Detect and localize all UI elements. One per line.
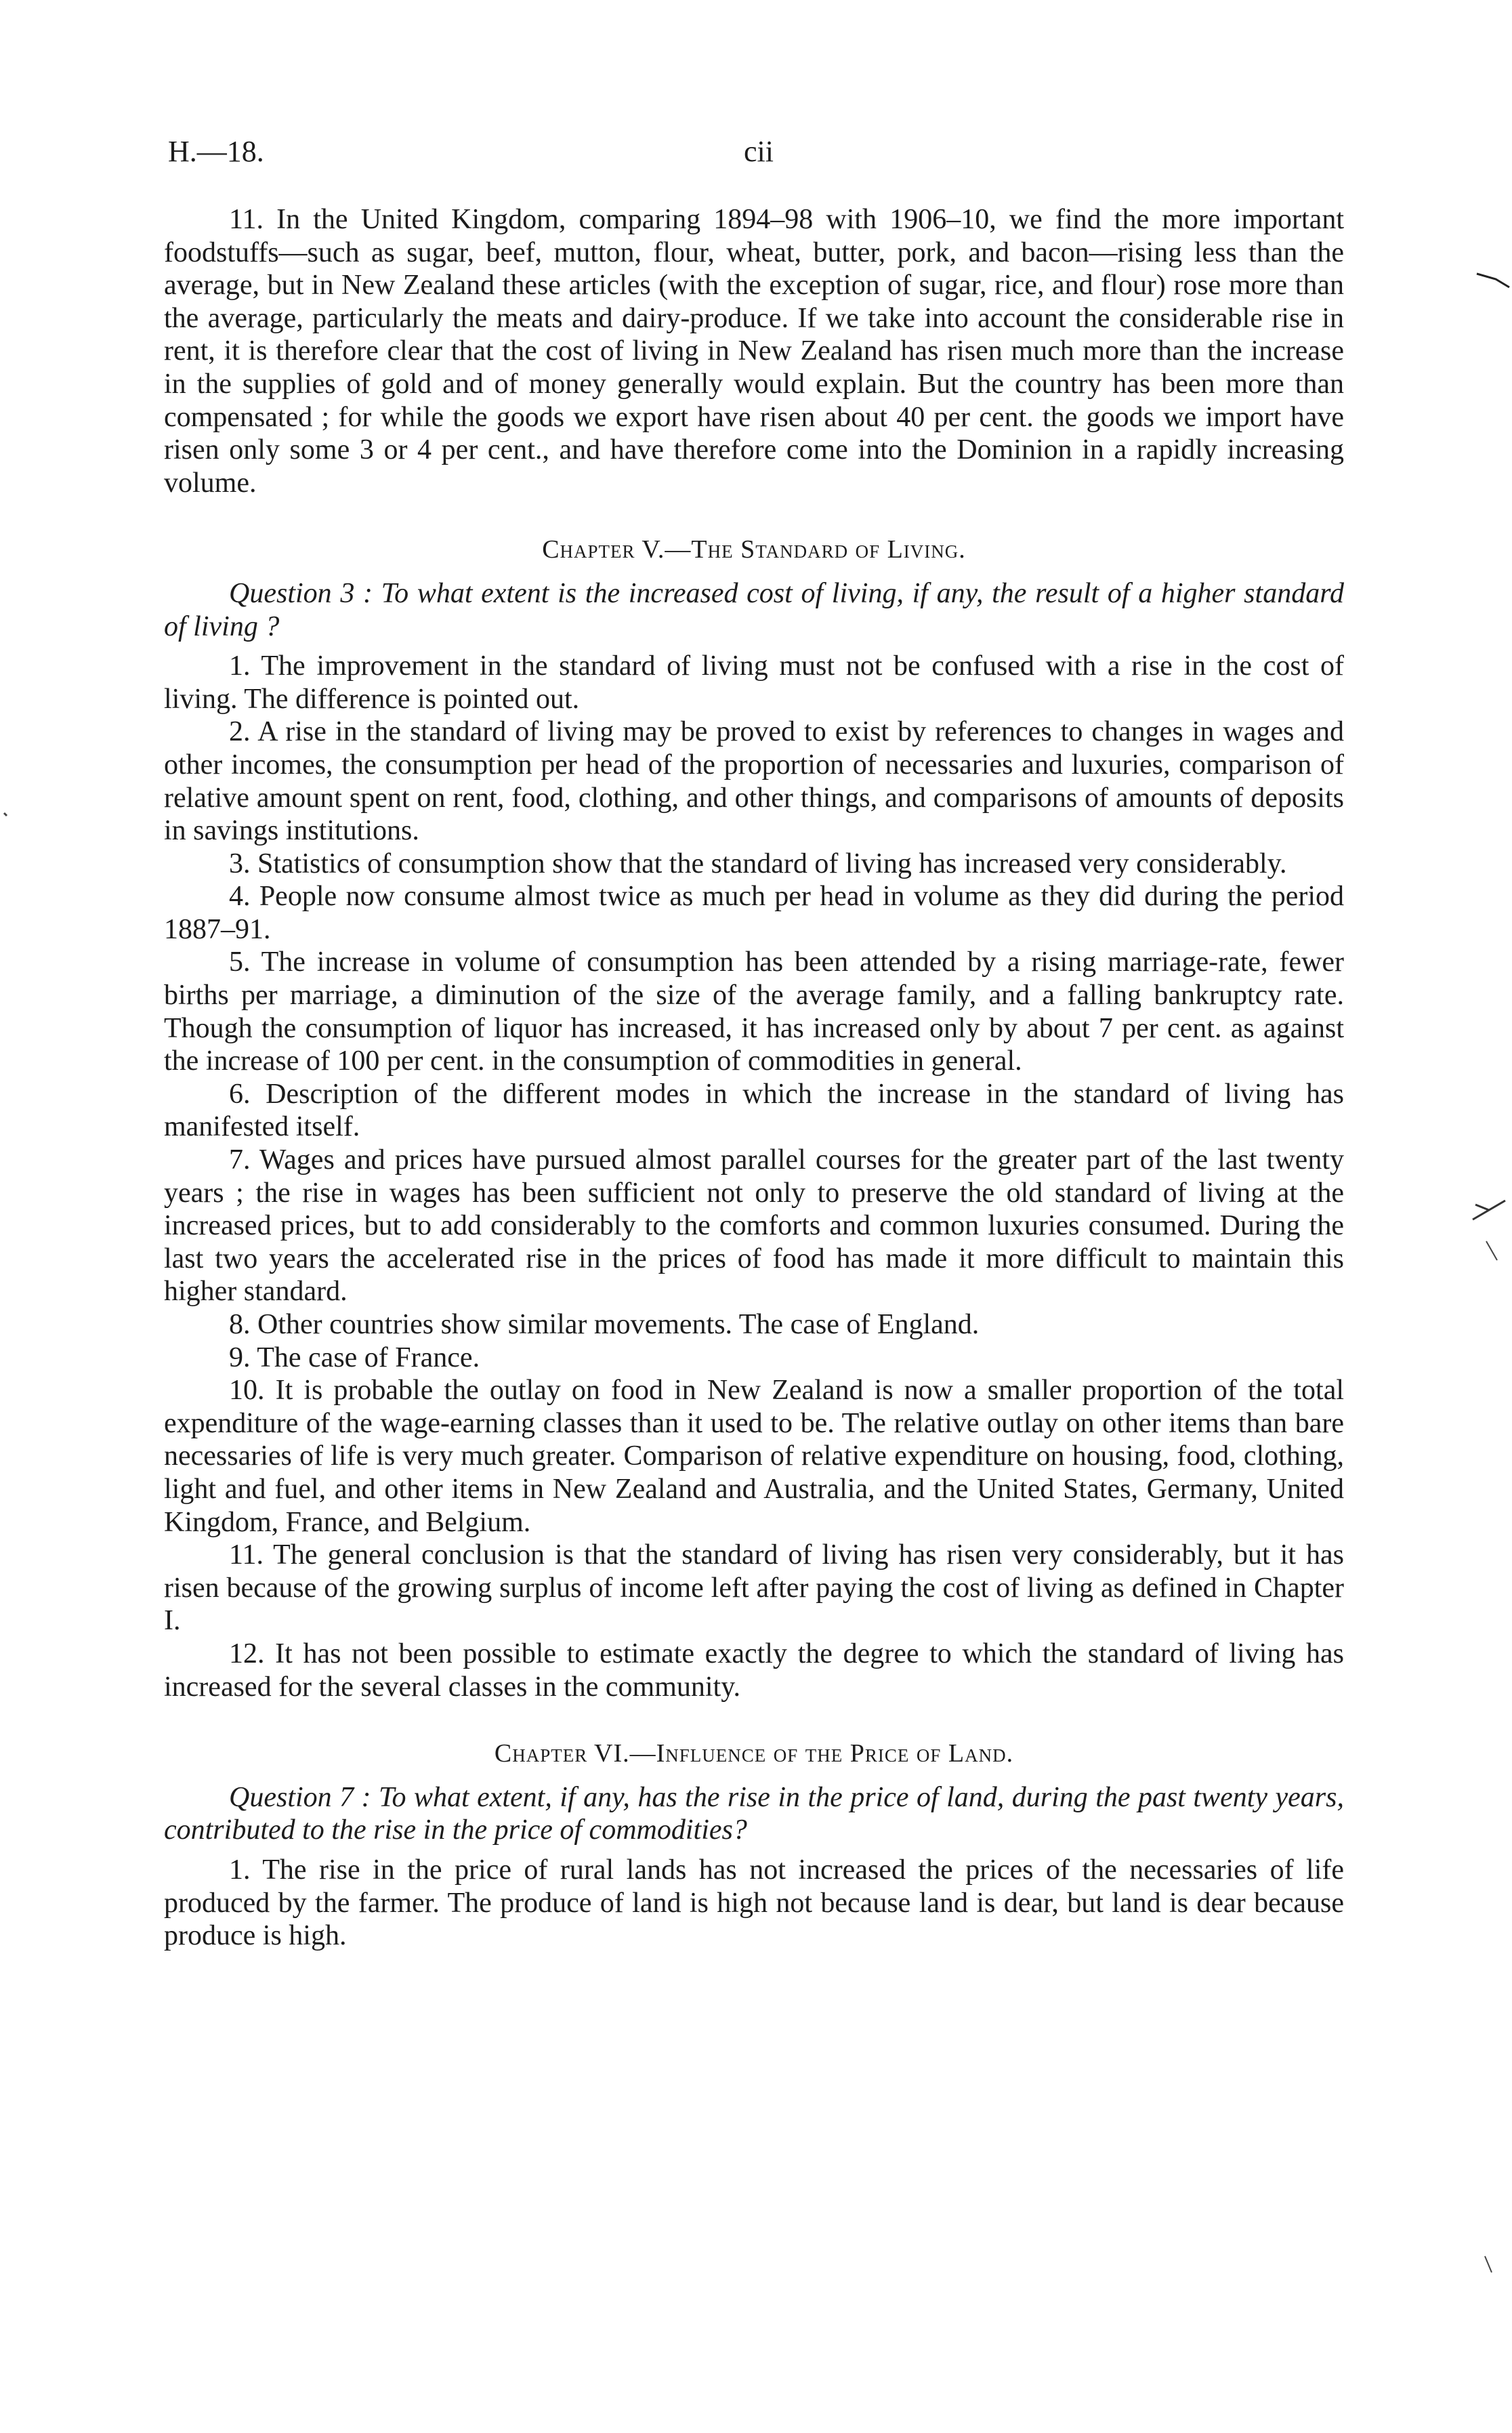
body-text <box>164 203 1344 1953</box>
chapter-5-paragraph: 11. The general conclusion is that the standard of living has risen very considerably, but it has risen because of the growing surplus of income left after paying the cost of living as defined in Chapter I. <box>164 1539 1344 1637</box>
question-label: Question 3 : <box>229 577 373 609</box>
chapter-5-paragraph: 1. The improvement in the standard of living must not be confused with a rise in the cost of living. The difference is pointed out. <box>164 650 1344 715</box>
page-number: cii <box>744 135 774 168</box>
chapter-5-paragraph: 5. The increase in volume of consumption has been attended by a rising marriage-rate, fewer births per marriage, a diminution of the size of the average family, and a falling bankruptcy rate. Though the consumption of liquor has increased, it has increased only by about 7 per cent. as against the increase of 100 per cent. in the consumption of commodities in general. <box>164 947 1344 1077</box>
chapter-6-heading: Chapter VI.—Influence of the Price of Land. <box>494 1739 1014 1768</box>
chapter-5-paragraph: 8. Other countries show similar movements. The case of England. <box>229 1309 980 1340</box>
chapter-6-paragraph: 1. The rise in the price of rural lands has not increased the prices of the necessaries of life produced by the farmer. The produce of land is high not because land is dear, but land is dear because produce is high. <box>164 1854 1344 1952</box>
margin-mark <box>1473 1201 1505 1220</box>
margin-mark <box>4 813 7 816</box>
chapter-5-paragraph: 7. Wages and prices have pursued almost parallel courses for the greater part of the last twenty years ; the rise in wages has been sufficient not only to preserve the old standard of living at the increased prices, but to add considerably to the comforts and common luxuries consumed. During the last two years the accelerated rise in the prices of food has made it more difficult to maintain this higher standard. <box>164 1144 1344 1308</box>
intro-paragraph: 11. In the United Kingdom, comparing 1894–98 with 1906–10, we find the more important foodstuffs—such as sugar, beef, mutton, flour, wheat, butter, pork, and bacon—rising less than the average, but in New Zealand these articles (with the exception of sugar, rice, and flour) rose more than the average, particularly the meats and dairy-produce. If we take into account the considerable rise in rent, it is therefore clear that the cost of living in New Zealand has risen much more than the increase in the supplies of gold and of money generally would explain. But the country has been more than compensated ; for while the goods we export have risen about 40 per cent. the goods we import have risen only some 3 or 4 per cent., and have therefore come into the Dominion in a rapidly increasing volume. <box>164 204 1344 499</box>
chapter-5-paragraph: 3. Statistics of consumption show that the standard of living has increased very considerably. <box>229 848 1287 879</box>
chapter-5-paragraph: 6. Description of the different modes in which the increase in the standard of living has manifested itself. <box>164 1078 1344 1143</box>
chapter-5-paragraph: 12. It has not been possible to estimate exactly the degree to which the standard of living has increased for the several classes in the community. <box>164 1638 1344 1703</box>
chapter-5-heading: Chapter V.—The Standard of Living. <box>542 535 966 564</box>
question-text: To what extent is the increased cost of living, if any, the result of a higher standard of living ? <box>164 577 1344 642</box>
chapter-5-paragraph: 4. People now consume almost twice as much per head in volume as they did during the period 1887–91. <box>164 881 1344 945</box>
margin-mark <box>1485 2256 1492 2272</box>
question-label: Question 7 : <box>229 1781 371 1813</box>
chapter-5-paragraph: 2. A rise in the standard of living may be proved to exist by references to changes in wages and other incomes, the consumption per head of the proportion of necessaries and luxuries, comparison of relative amount spent on rent, food, clothing, and other things, and comparisons of amounts of deposits in savings institutions. <box>164 716 1344 847</box>
chapter-5-paragraph: 10. It is probable the outlay on food in New Zealand is now a smaller proportion of the total expenditure of the wage-earning classes than it used to be. The relative outlay on other items than bare necessaries of life is very much greater. Comparison of relative expenditure on housing, food, clothing, light and fuel, and other items in New Zealand and Australia, and the United States, Germany, United Kingdom, France, and Belgium. <box>164 1375 1344 1538</box>
chapter-5-paragraph: 9. The case of France. <box>229 1342 480 1373</box>
chapter-5-question <box>164 577 1344 643</box>
chapter-6-question <box>164 1781 1344 1847</box>
margin-mark <box>1477 274 1509 287</box>
margin-mark <box>1486 1241 1497 1260</box>
question-text: To what extent, if any, has the rise in the price of land, during the past twenty years, contributed to the rise in the price of commodities? <box>164 1781 1344 1846</box>
document-reference: H.—18. <box>168 135 264 168</box>
